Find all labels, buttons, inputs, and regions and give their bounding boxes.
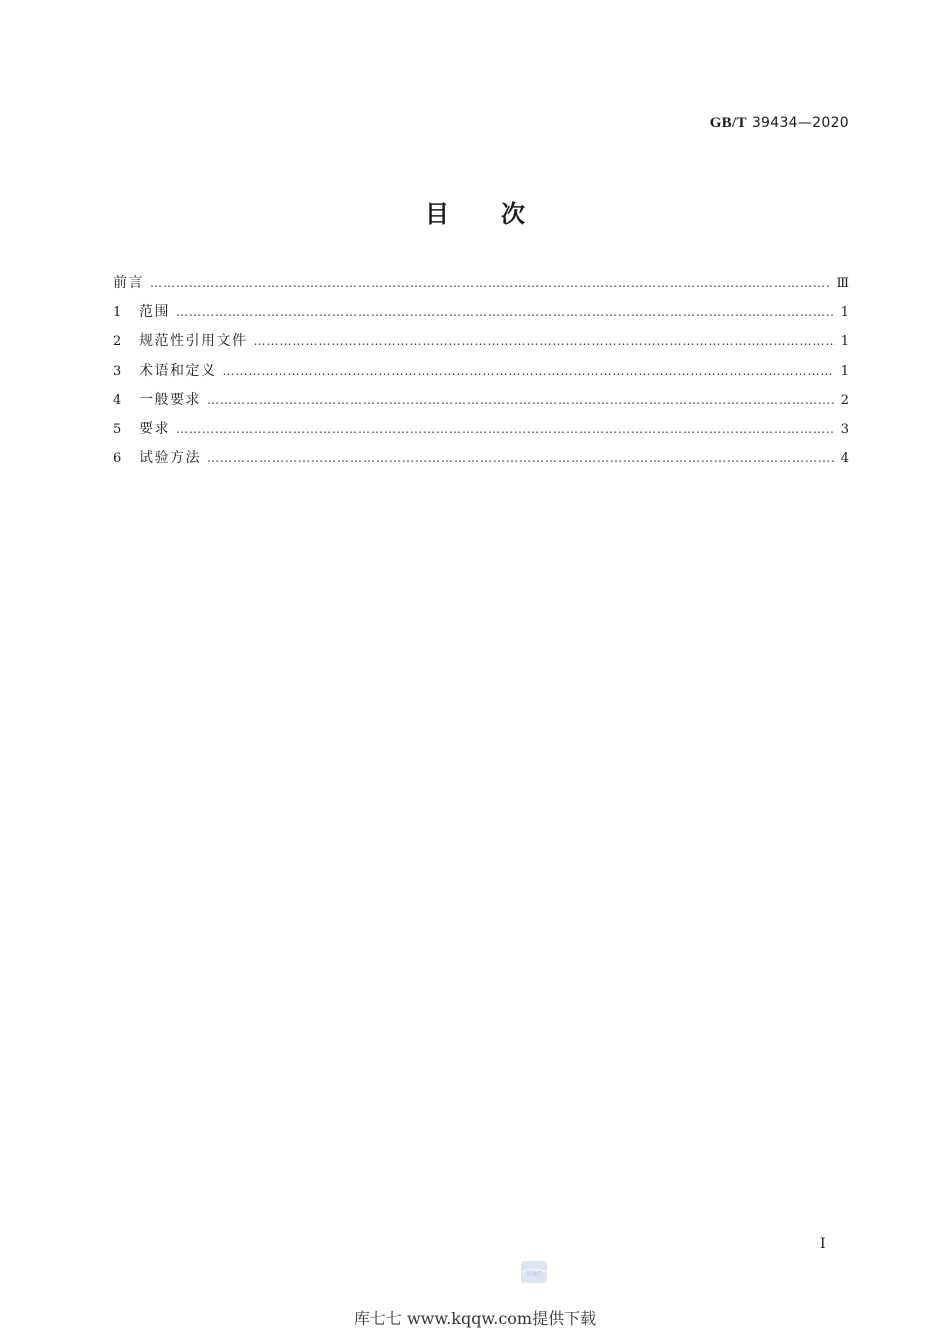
toc-entry-normative-references[interactable] bbox=[113, 330, 849, 359]
toc-entry-number: 1 bbox=[113, 305, 122, 321]
page-number: I bbox=[820, 1236, 826, 1252]
toc-entry-general-requirements[interactable] bbox=[113, 389, 849, 418]
toc-entry-number: 3 bbox=[113, 363, 122, 379]
title-part-1: 目 bbox=[425, 200, 449, 228]
toc-leader-dots bbox=[207, 393, 835, 407]
standard-number: 39434—2020 bbox=[751, 115, 849, 131]
toc-entry-number: 6 bbox=[113, 451, 122, 467]
standard-code bbox=[710, 113, 849, 132]
toc-leader-dots bbox=[223, 364, 835, 378]
toc-entry-page: 1 bbox=[840, 334, 849, 350]
toc-entry-test-methods[interactable] bbox=[113, 447, 849, 476]
toc-entry-number: 5 bbox=[113, 421, 122, 437]
toc-entry-page: 3 bbox=[840, 421, 849, 437]
toc-entry-page: 1 bbox=[840, 363, 849, 379]
toc-leader-dots bbox=[176, 422, 835, 436]
standard-prefix: GB/T bbox=[709, 115, 747, 131]
toc-entry-label: 范围 bbox=[139, 304, 170, 321]
toc-entry-scope[interactable] bbox=[113, 301, 849, 330]
toc-entry-label: 术语和定义 bbox=[139, 362, 217, 379]
page-title bbox=[0, 194, 950, 229]
toc-entry-page: 4 bbox=[840, 451, 849, 467]
toc-entry-page: 1 bbox=[840, 305, 849, 321]
toc-entry-terms-definitions[interactable] bbox=[113, 360, 849, 389]
toc-entry-label: 要求 bbox=[139, 420, 170, 437]
toc-entry-foreword[interactable] bbox=[113, 272, 849, 301]
toc-entry-number: 4 bbox=[113, 392, 122, 408]
footer-download-note: 库七七 www.kqqw.com提供下载 bbox=[353, 1309, 597, 1328]
toc-entry-label: 试验方法 bbox=[139, 450, 201, 467]
toc-entry-label: 前言 bbox=[113, 275, 144, 291]
toc-entry-label: 一般要求 bbox=[139, 391, 201, 408]
toc-leader-dots bbox=[176, 305, 835, 319]
title-part-2: 次 bbox=[501, 200, 525, 228]
toc-entry-label: 规范性引用文件 bbox=[139, 333, 248, 350]
svg-text:SAC: SAC bbox=[526, 1270, 542, 1278]
sac-logo-watermark bbox=[520, 1259, 548, 1285]
toc-leader-dots bbox=[254, 334, 835, 348]
toc-leader-dots bbox=[150, 276, 830, 290]
toc-entry-requirements[interactable] bbox=[113, 418, 849, 447]
toc-entry-number: 2 bbox=[113, 334, 122, 350]
toc-leader-dots bbox=[207, 451, 835, 465]
table-of-contents bbox=[113, 272, 849, 476]
toc-entry-page: 2 bbox=[840, 392, 849, 408]
toc-entry-page: Ⅲ bbox=[836, 276, 849, 291]
